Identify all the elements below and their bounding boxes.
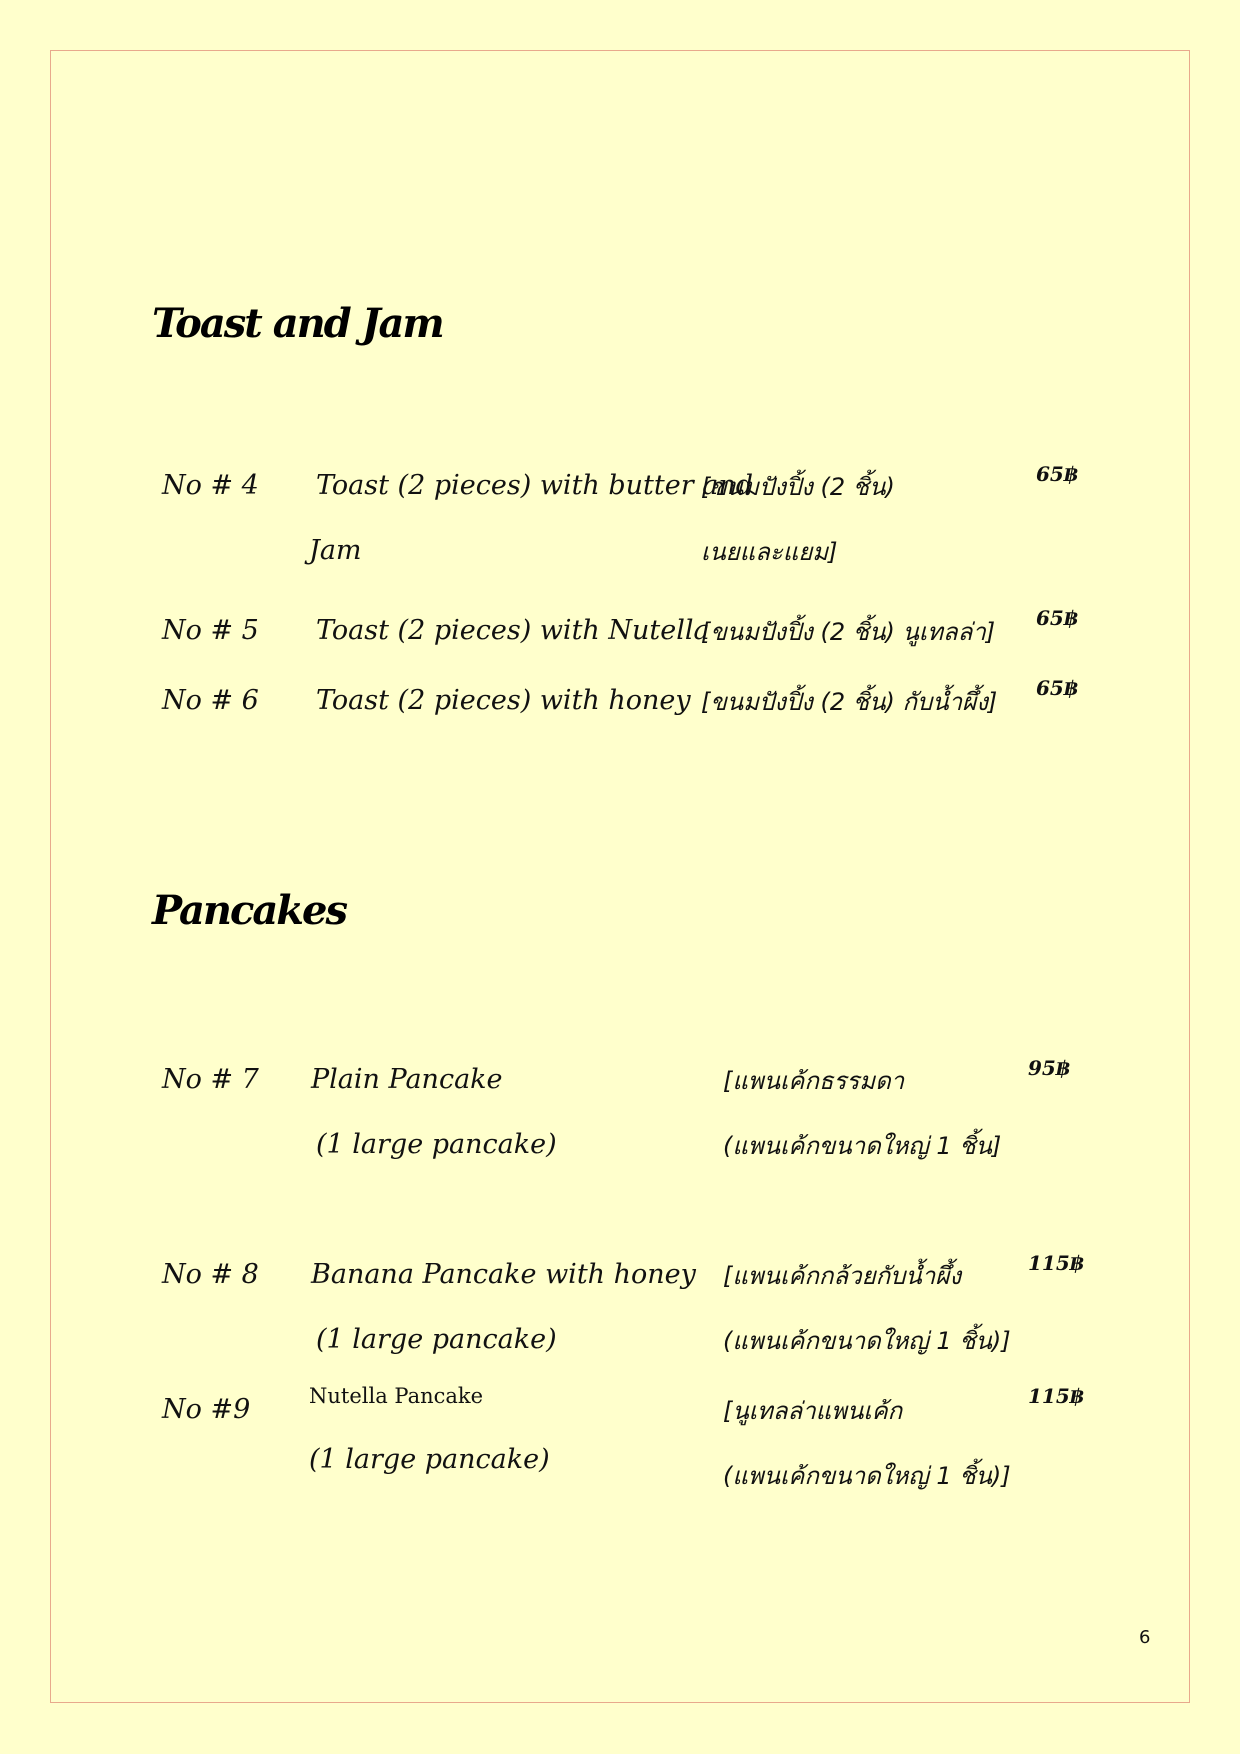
item-thai-line: (แพนเค้กขนาดใหญ่ 1 ชิ้น)] xyxy=(723,1327,1011,1355)
item-thai-line: [นูเทลล่าแพนเค้ก xyxy=(723,1397,903,1425)
item-number: No # 8 xyxy=(162,1259,259,1290)
item-price: 65฿ xyxy=(1036,462,1078,486)
item-number: No # 5 xyxy=(162,615,259,646)
item-english-line: Toast (2 pieces) with Nutella xyxy=(316,615,710,646)
item-number: No # 4 xyxy=(162,470,259,501)
item-thai-line: เนยและแยม] xyxy=(701,538,838,566)
item-price: 115฿ xyxy=(1028,1384,1084,1408)
item-english-line: (1 large pancake) xyxy=(316,1324,557,1355)
page-border xyxy=(50,50,1190,1703)
item-thai-line: (แพนเค้กขนาดใหญ่ 1 ชิ้น] xyxy=(723,1132,1002,1160)
item-thai-line: [แพนเค้กกล้วยกับน้ำผึ้ง xyxy=(723,1262,962,1290)
item-thai-line: [ขนมปังปิ้ง (2 ชิ้น) กับน้ำผึ้ง] xyxy=(701,688,998,716)
item-thai-line: [ขนมปังปิ้ง (2 ชิ้น) นูเทลล่า] xyxy=(701,618,996,646)
item-number: No # 6 xyxy=(162,685,259,716)
section-heading-pancakes: Pancakes xyxy=(152,887,346,934)
page-number: 6 xyxy=(1139,1627,1151,1648)
section-heading-toast-and-jam: Toast and Jam xyxy=(152,300,443,347)
item-thai-line: [แพนเค้กธรรมดา xyxy=(723,1067,905,1095)
item-number: No # 7 xyxy=(162,1064,259,1095)
item-english-line: Nutella Pancake xyxy=(309,1384,484,1408)
item-english-line: (1 large pancake) xyxy=(309,1444,550,1475)
item-price: 95฿ xyxy=(1028,1056,1070,1080)
item-thai-line: (แพนเค้กขนาดใหญ่ 1 ชิ้น)] xyxy=(723,1462,1011,1490)
item-number: No #9 xyxy=(162,1394,251,1425)
item-english-line: Toast (2 pieces) with honey xyxy=(316,685,691,716)
item-price: 115฿ xyxy=(1028,1251,1084,1275)
item-price: 65฿ xyxy=(1036,676,1078,700)
item-english-line: (1 large pancake) xyxy=(316,1129,557,1160)
item-english-line: Jam xyxy=(309,535,362,566)
item-thai-line: [ขนมปังปิ้ง (2 ชิ้น) xyxy=(701,473,895,501)
item-english-line: Banana Pancake with honey xyxy=(311,1259,696,1290)
item-price: 65฿ xyxy=(1036,606,1078,630)
item-english-line: Plain Pancake xyxy=(311,1064,503,1095)
item-english-line: Toast (2 pieces) with butter and xyxy=(316,470,753,501)
